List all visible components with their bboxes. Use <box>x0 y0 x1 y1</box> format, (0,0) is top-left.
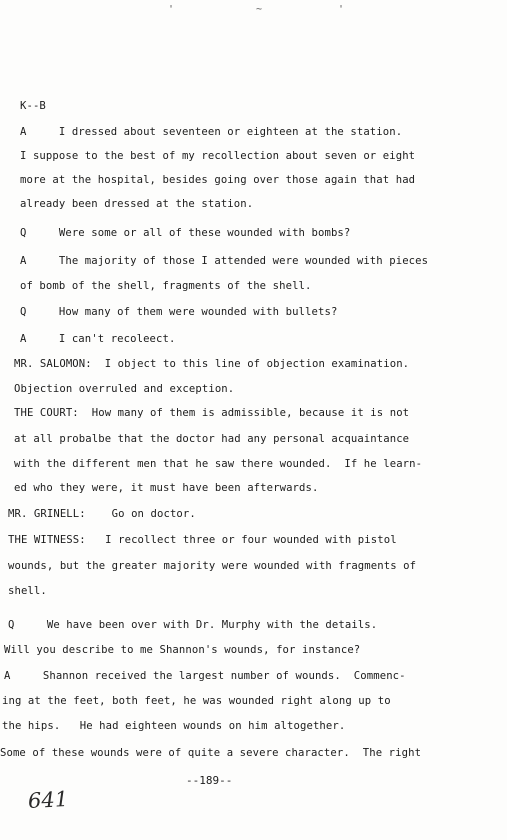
top-mark-center: ~ <box>256 4 263 15</box>
text-line: A Shannon received the largest number of wounds. Commenc- <box>4 670 406 682</box>
section-label: K--B <box>20 100 46 112</box>
text-line: wounds, but the greater majority were wounded with fragments of <box>8 560 417 572</box>
text-line: Objection overruled and exception. <box>14 383 235 395</box>
text-line: Will you describe to me Shannon's wounds, for instance? <box>4 644 361 656</box>
text-line: A I can't recoleect. <box>20 333 176 345</box>
text-line: more at the hospital, besides going over those again that had <box>20 174 416 186</box>
text-line: shell. <box>8 585 47 597</box>
text-line: I suppose to the best of my recollection about seven or eight <box>20 150 416 162</box>
text-line: at all probalbe that the doctor had any personal acquaintance <box>14 433 410 445</box>
text-line: with the different men that he saw there wounded. If he learn- <box>14 458 423 470</box>
text-line: MR. SALOMON: I object to this line of objection examination. <box>14 358 410 370</box>
text-line: A The majority of those I attended were wounded with pieces <box>20 255 429 267</box>
text-line: Q We have been over with Dr. Murphy with the details. <box>8 619 378 631</box>
text-line: THE WITNESS: I recollect three or four wounded with pistol <box>8 534 397 546</box>
text-line: THE COURT: How many of them is admissible, because it is not <box>14 407 410 419</box>
text-line: Q Were some or all of these wounded with bombs? <box>20 227 351 239</box>
text-line: A I dressed about seventeen or eighteen at the station. <box>20 126 403 138</box>
handwritten-page-number: 641 <box>27 786 69 814</box>
page-number: --189-- <box>186 774 233 787</box>
text-line: MR. GRINELL: Go on doctor. <box>8 508 196 520</box>
text-line: Q How many of them were wounded with bullets? <box>20 306 338 318</box>
top-mark-right: ' <box>338 4 345 15</box>
text-line: ed who they were, it must have been afterwards. <box>14 482 319 494</box>
text-line: Some of these wounds were of quite a severe character. The right <box>0 747 422 759</box>
text-line: of bomb of the shell, fragments of the shell. <box>20 280 312 292</box>
text-line: the hips. He had eighteen wounds on him altogether. <box>2 720 346 732</box>
text-line: already been dressed at the station. <box>20 198 254 210</box>
top-mark-left: ' <box>168 4 175 15</box>
text-line: ing at the feet, both feet, he was wounded right along up to <box>2 695 391 707</box>
